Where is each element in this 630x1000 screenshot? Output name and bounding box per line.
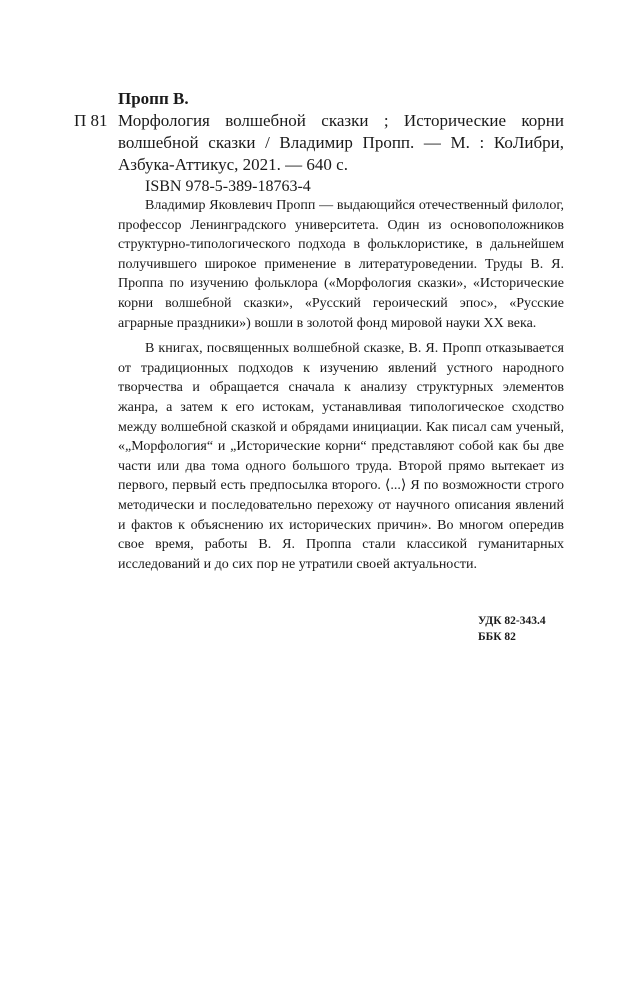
classification-codes <box>478 613 546 645</box>
annotation-paragraph: Владимир Яковлевич Пропп — выдающийся отечественный филолог, профессор Ленинградского университета. Один из основоположников структурно-типологического подхода в фольклористике, в дальнейшем получившего широкое применение в литературоведении. Труды В. Я. Проппа по изучению фольклора («Морфология сказки», «Исторические корни волшебной сказки», «Русский героический эпос», «Русские аграрные праздники») вошли в золотой фонд мировой науки XX века. <box>118 198 564 331</box>
author-index: П 81 <box>74 111 108 130</box>
isbn-line: ISBN 978-5-389-18763-4 <box>145 178 311 195</box>
annotation-paragraph: В книгах, посвященных волшебной сказке, В. Я. Пропп отказывается от традиционных подходов к изучению явлений устного народного творчества и обращается сначала к анализу структурных элементов жанра, а затем к его истокам, устанавливая типологическое сходство между волшебной сказкой и обрядами инициации. Как писал сам ученый, «„Морфология“ и „Исторические корни“ представляют собой как бы две части или два тома одного большого труда. Второй прямо вытекает из первого, первый есть предпосылка второго. ⟨...⟩ Я по возможности строго методически и последовательно перехожу от научного описания явлений и фактов к объяснению их исторических причин». Во многом опередив свое время, работы В. Я. Проппа стали классикой гуманитарных исследований и до сих пор не утратили своей актуальности. <box>118 341 564 572</box>
bibliographic-description: Морфология волшебной сказки ; Исторические корни волшебной сказки / Владимир Пропп. — М. : КоЛибри, Азбука-Аттикус, 2021. — 640 с. <box>118 111 564 174</box>
author-heading: Пропп В. <box>118 89 189 108</box>
bbk-code: ББК 82 <box>478 631 516 643</box>
annotation <box>118 196 564 580</box>
udk-code: УДК 82-343.4 <box>478 615 546 627</box>
